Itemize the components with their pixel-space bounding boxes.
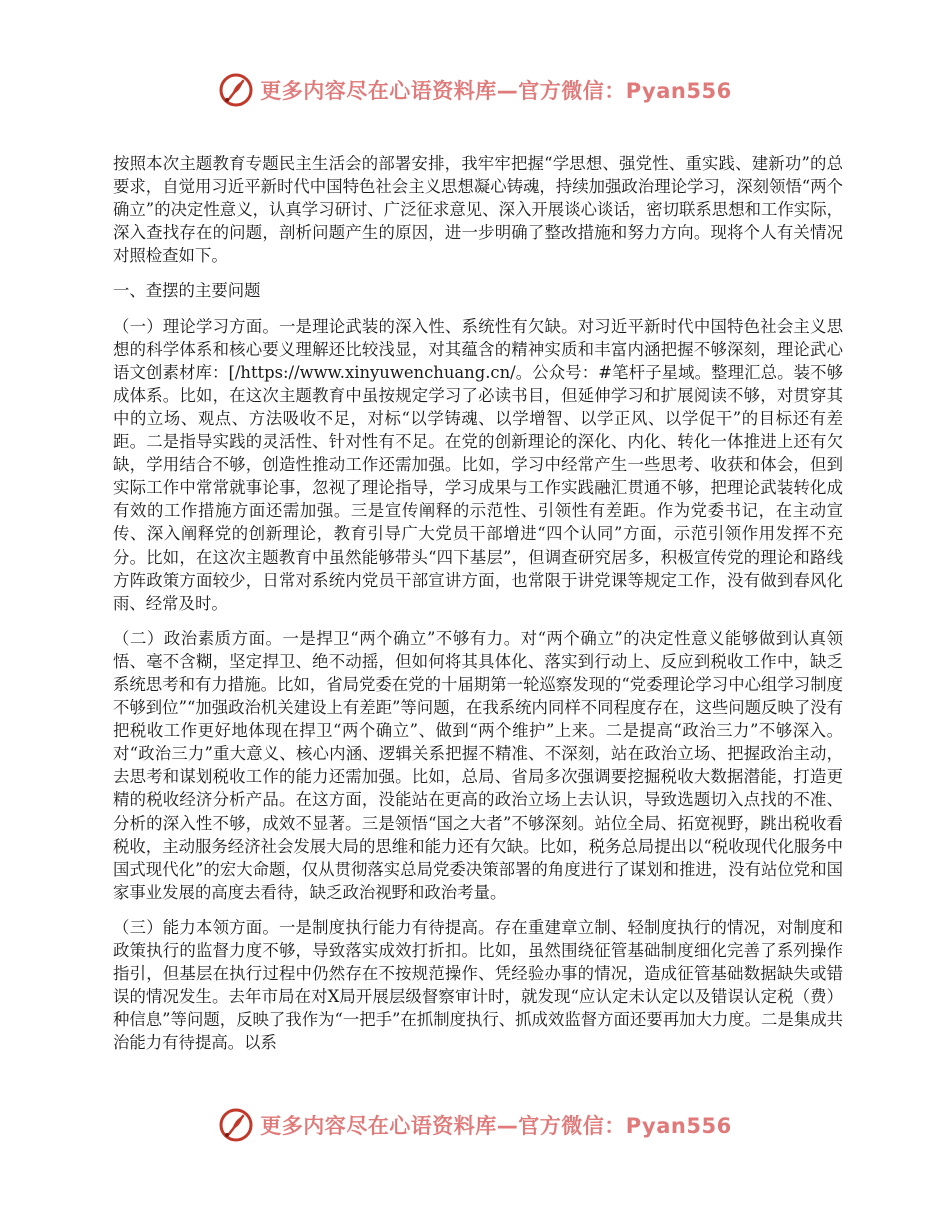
header-banner[interactable]: [0, 70, 950, 110]
banner-text: 更多内容尽在心语资料库—官方微信：Pyan556: [260, 1114, 732, 1138]
section-title: 一、查摆的主要问题: [113, 281, 261, 301]
document-body: [113, 152, 843, 1066]
feather-logo-icon: [218, 1107, 254, 1143]
banner-text: 更多内容尽在心语资料库—官方微信：Pyan556: [260, 79, 732, 103]
paragraph-ability: （三）能力本领方面。一是制度执行能力有待提高。存在重建章立制、轻制度执行的情况，对制度和政策执行的监督力度不够，导致落实成效打折扣。比如，虽然围绕征管基础制度细化完善了系列操作指引，但基层在执行过程中仍然存在不按规范操作、凭经验办事的情况，造成征管基础数据缺失或错误的情况发生。去年市局在对X局开展层级督察审计时，就发现“应认定未认定以及错误认定税（费）种信息”等问题，反映了我作为“一把手”在抓制度执行、抓成效监督方面还要再加大力度。二是集成共治能力有待提高。以系: [113, 917, 843, 1053]
paragraph-political-quality: （二）政治素质方面。一是捍卫“两个确立”不够有力。对“两个确立”的决定性意义能够做到认真领悟、毫不含糊，坚定捍卫、绝不动摇，但如何将其具体化、落实到行动上、反应到税收工作中，缺乏系统思考和有力措施。比如，省局党委在党的十届期第一轮巡察发现的“党委理论学习中心组学习制度不够到位”“加强政治机关建设上有差距”等问题，在我系统内同样不同程度存在，这些问题反映了没有把税收工作更好地体现在捍卫“两个确立”、做到“两个维护”上来。二是提高“政治三力”不够深入。对“政治三力”重大意义、核心内涵、逻辑关系把握不精准、不深刻，站在政治立场、把握政治主动，去思考和谋划税收工作的能力还需加强。比如，总局、省局多次强调要挖掘税收大数据潜能，打造更精的税收经济分析产品。在这方面，没能站在更高的政治立场上去认识，导致选题切入点找的不准、分析的深入性不够，成效不显著。三是领悟“国之大者”不够深刻。站位全局、拓宽视野，跳出税收看税收，主动服务经济社会发展大局的思维和能力还有欠缺。比如，税务总局提出以“税收现代化服务中国式现代化”的宏大命题，仅从贯彻落实总局党委决策部署的角度进行了谋划和推进，没有站位党和国家事业发展的高度去看待，缺乏政治视野和政治考量。: [113, 628, 843, 902]
paragraph-theory-study: （一）理论学习方面。一是理论武装的深入性、系统性有欠缺。对习近平新时代中国特色社会主义思想的科学体系和核心要义理解还比较浅显，对其蕴含的精神实质和丰富内涵把握不够深刻，理论武心语文创素材库：[/https://www.xinyuwenchuang.cn/。公众号：#笔杆子星域。整理汇总。装不够成体系。比如，在这次主题教育中虽按规定学习了必读书目，但延伸学习和扩展阅读不够，对贯穿其中的立场、观点、方法吸收不足，对标“以学铸魂、以学增智、以学正风、以学促干”的目标还有差距。二是指导实践的灵活性、针对性有不足。在党的创新理论的深化、内化、转化一体推进上还有欠缺，学用结合不够，创造性推动工作还需加强。比如，学习中经常产生一些思考、收获和体会，但到实际工作中常常就事论事，忽视了理论指导，学习成果与工作实践融汇贯通不够，把理论武装转化成有效的工作措施方面还需加强。三是宣传阐释的示范性、引领性有差距。作为党委书记，在主动宣传、深入阐释党的创新理论，教育引导广大党员干部增进“四个认同”方面，示范引领作用发挥不充分。比如，在这次主题教育中虽然能够带头“四下基层”，但调查研究居多，积极宣传党的理论和路线方阵政策方面较少，日常对系统内党员干部宣讲方面，也常限于讲党课等规定工作，没有做到春风化雨、经常及时。: [113, 316, 843, 613]
footer-banner[interactable]: [0, 1105, 950, 1145]
intro-paragraph: 按照本次主题教育专题民主生活会的部署安排，我牢牢把握“学思想、强党性、重实践、建新功”的总要求，自觉用习近平新时代中国特色社会主义思想凝心铸魂，持续加强政治理论学习，深刻领悟“两个确立”的决定性意义，认真学习研讨、广泛征求意见、深入开展谈心谈话，密切联系思想和工作实际，深入查找存在的问题，剖析问题产生的原因，进一步明确了整改措施和努力方向。现将个人有关情况对照检查如下。: [113, 154, 843, 266]
feather-logo-icon: [218, 72, 254, 108]
